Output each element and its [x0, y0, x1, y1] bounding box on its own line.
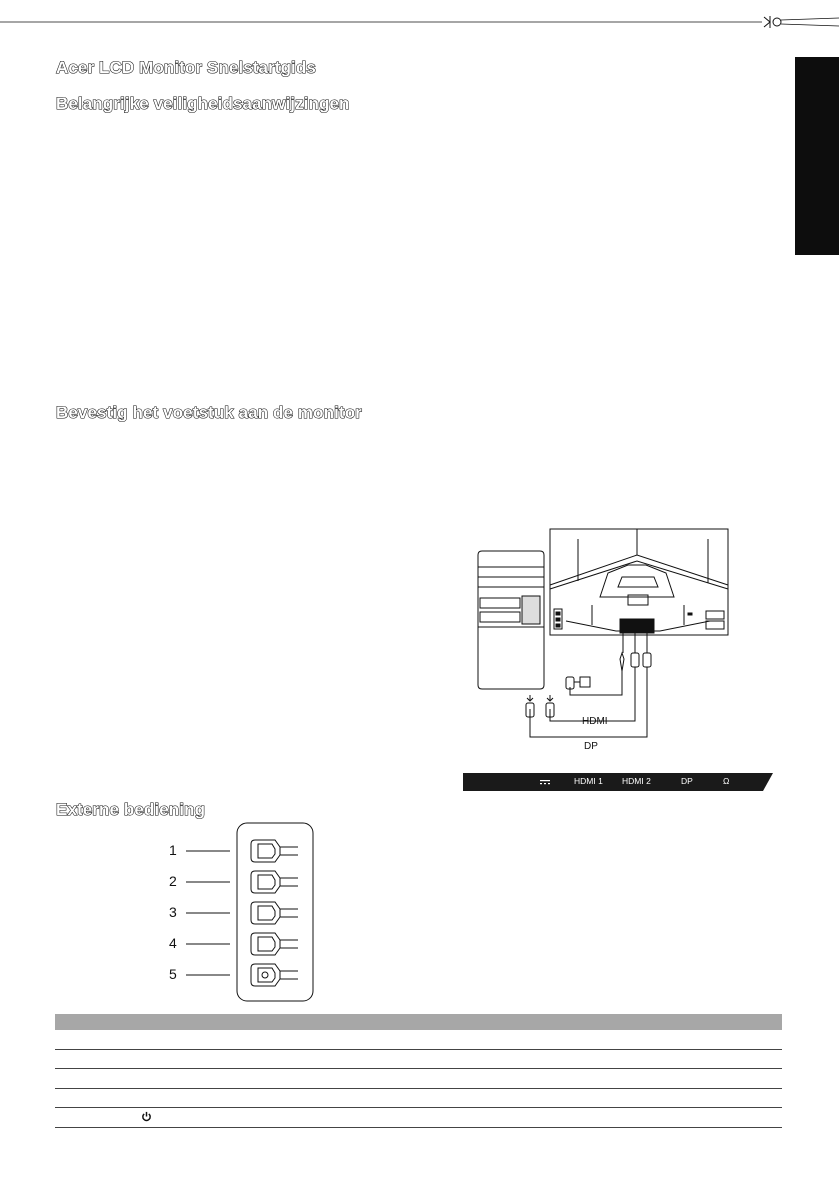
- table-row: [55, 1050, 782, 1070]
- monitor-back-illustration: [550, 529, 728, 635]
- external-controls-illustration: [160, 822, 320, 1004]
- power-icon: [141, 1111, 152, 1122]
- controls-table: [55, 1014, 782, 1128]
- language-side-tab: [795, 57, 839, 255]
- safety-heading: Belangrijke veiligheidsaanwijzingen: [56, 94, 350, 113]
- port-bar: [463, 773, 773, 791]
- dp-cable-label: DP: [584, 741, 598, 752]
- table-row: [55, 1030, 782, 1050]
- control-button-3: [251, 902, 298, 924]
- page-title: Acer LCD Monitor Snelstartgids: [56, 58, 316, 77]
- table-header: [55, 1014, 782, 1030]
- control-number-5: 5: [169, 966, 177, 982]
- control-button-5: [251, 964, 298, 986]
- port-label-hdmi2: HDMI 2: [622, 776, 651, 786]
- table-row: [55, 1089, 782, 1109]
- control-number-2: 2: [169, 873, 177, 889]
- controls-heading: Externe bediening: [56, 800, 206, 819]
- control-number-3: 3: [169, 904, 177, 920]
- port-label-dp: DP: [681, 776, 693, 786]
- hdmi-cable-label: HDMI: [582, 716, 608, 727]
- control-button-4: [251, 933, 298, 955]
- crop-mark: [0, 15, 839, 29]
- connection-diagram: [470, 525, 732, 755]
- control-button-2: [251, 871, 298, 893]
- control-number-1: 1: [169, 842, 177, 858]
- control-button-1: [251, 840, 298, 862]
- table-row: [55, 1108, 782, 1128]
- pc-tower-illustration: [478, 551, 562, 689]
- control-number-4: 4: [169, 935, 177, 951]
- port-label-hdmi1: HDMI 1: [574, 776, 603, 786]
- stand-heading: Bevestig het voetstuk aan de monitor: [56, 403, 362, 422]
- table-row: [55, 1069, 782, 1089]
- headphone-icon: Ω: [723, 776, 730, 786]
